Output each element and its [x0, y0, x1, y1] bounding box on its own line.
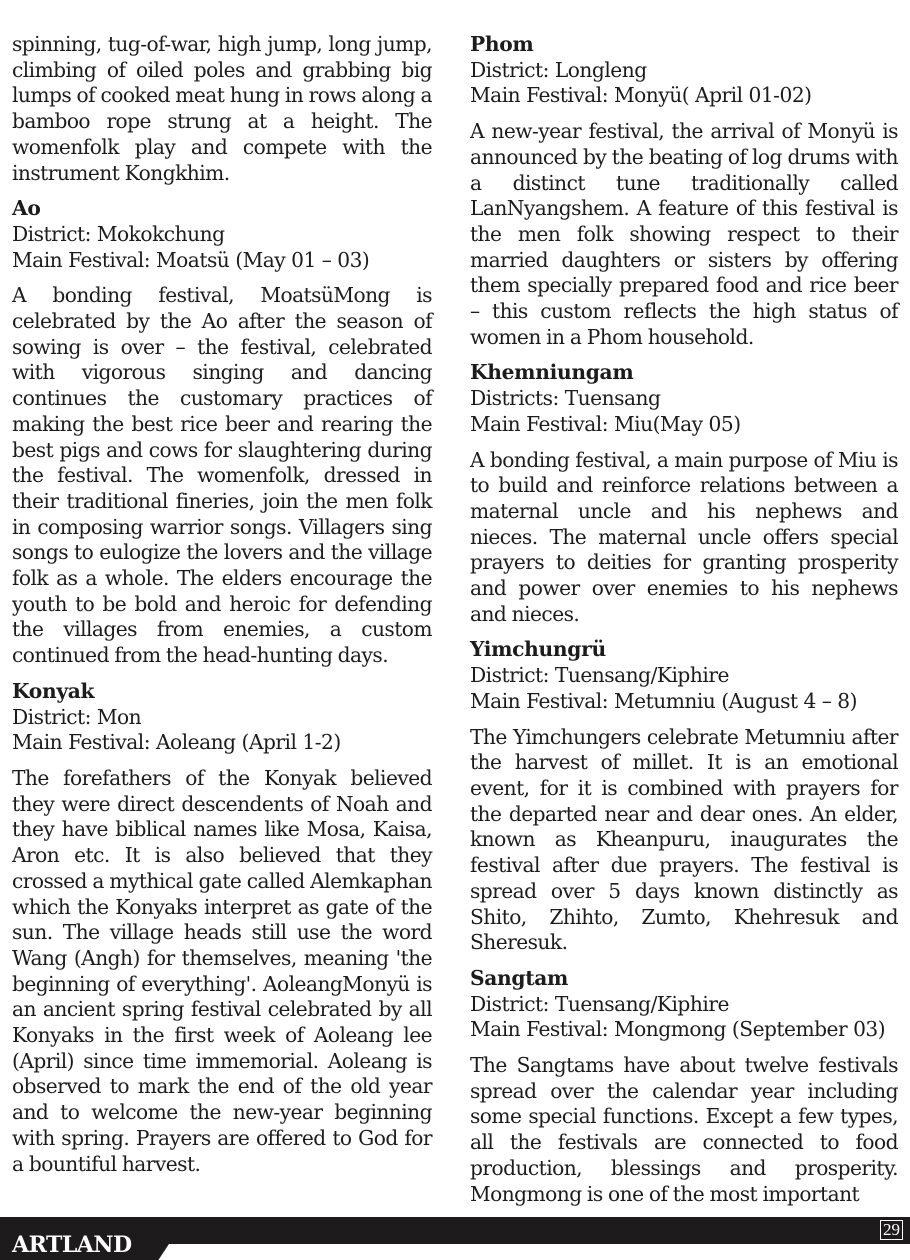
festival-line: Main Festival: Moatsü (May 01 – 03): [12, 247, 370, 272]
section-khemniungam: [470, 360, 898, 627]
section-body: The Sangtams have about twelve festivals spread over the calendar year including some special functions. Except a few types, all the festivals are connected to food production, blessings and prosperity. Mongmong is one of the most important: [470, 1053, 898, 1206]
left-column: [12, 32, 432, 1187]
section-konyak: [12, 679, 432, 1177]
section-body: The forefathers of the Konyak believed they were direct descendents of Noah and they have biblical names like Mosa, Kaisa, Aron etc. It is also believed that they crossed a mythical gate called Alemkaphan which the Konyaks interpret as gate of the sun. The village heads still use the word Wang (Angh) for themselves, meaning 'the beginning of everything'. AoleangMonyü is an ancient spring festival celebrated by all Konyaks in the first week of Aoleang lee (April) since time immemorial. Aoleang is observed to mark the end of the old year and to welcome the new-year beginning with spring. Prayers are offered to God for a bountiful harvest.: [12, 765, 432, 1176]
tribe-heading: Yimchungrü: [470, 637, 606, 662]
festival-line: Main Festival: Miu(May 05): [470, 411, 741, 436]
district-line: District: Tuensang/Kiphire: [470, 663, 729, 688]
section-phom: [470, 32, 898, 350]
tribe-heading: Phom: [470, 32, 534, 56]
district-line: Districts: Tuensang: [470, 386, 661, 411]
festival-line: Main Festival: Monyü( April 01-02): [470, 83, 812, 108]
tribe-heading: Sangtam: [470, 965, 569, 990]
district-line: District: Longleng: [470, 57, 647, 82]
right-column: [470, 32, 898, 1217]
festival-line: Main Festival: Mongmong (September 03): [470, 1017, 886, 1042]
district-line: District: Tuensang/Kiphire: [470, 991, 729, 1016]
intro-paragraph: spinning, tug-of-war, high jump, long jump, climbing of oiled poles and grabbing big lumps of cooked meat hung in rows along a bamboo rope strung at a height. The womenfolk play and compete with the instrument Kongkhim.: [12, 32, 432, 185]
section-body: The Yimchungers celebrate Metumniu after the harvest of millet. It is an emotional event, for it is combined with prayers for the departed near and dear ones. An elder, known as Kheanpuru, inaugurates the festival after due prayers. The festival is spread over 5 days known distinctly as Shito, Zhihto, Zumto, Khehresuk and Sheresuk.: [470, 724, 898, 955]
page-number: 29: [880, 1220, 903, 1240]
section-yimchungru: [470, 637, 898, 955]
tribe-heading: Konyak: [12, 678, 95, 703]
section-body: A bonding festival, MoatsüMong is celebrated by the Ao after the season of sowing is over – the festival, celebrated with vigorous singing and dancing continues the customary practices of making the best rice beer and rearing the best pigs and cows for slaughtering during the festival. The womenfolk, dressed in their traditional fineries, join the men folk in composing warrior songs. Villagers sing songs to eulogize the lovers and the village folk as a whole. The elders encourage the youth to be bold and heroic for defending the villages from enemies, a custom continued from the head-hunting days.: [12, 283, 432, 668]
tribe-heading: Khemniungam: [470, 360, 634, 385]
section-sangtam: [470, 966, 898, 1207]
festival-line: Main Festival: Aoleang (April 1-2): [12, 730, 341, 755]
district-line: District: Mon: [12, 704, 142, 729]
section-body: A new-year festival, the arrival of Monyü is announced by the beating of log drums with a distinct tune traditionally called LanNyangshem. A feature of this festival is the men folk showing respect to their married daughters or sisters by offering them specially prepared food and rice beer – this custom reflects the high status of women in a Phom household.: [470, 119, 898, 349]
section-body: A bonding festival, a main purpose of Miu is to build and reinforce relations between a maternal uncle and his nephews and nieces. The maternal uncle offers special prayers to deities for granting prosperity and power over enemies to his nephews and nieces.: [470, 447, 898, 626]
tribe-heading: Ao: [12, 196, 41, 221]
district-line: District: Mokokchung: [12, 221, 225, 246]
festival-line: Main Festival: Metumniu (August 4 – 8): [470, 688, 857, 713]
brand-logo-text: ARTLAND: [12, 1232, 132, 1258]
section-ao: [12, 196, 432, 669]
